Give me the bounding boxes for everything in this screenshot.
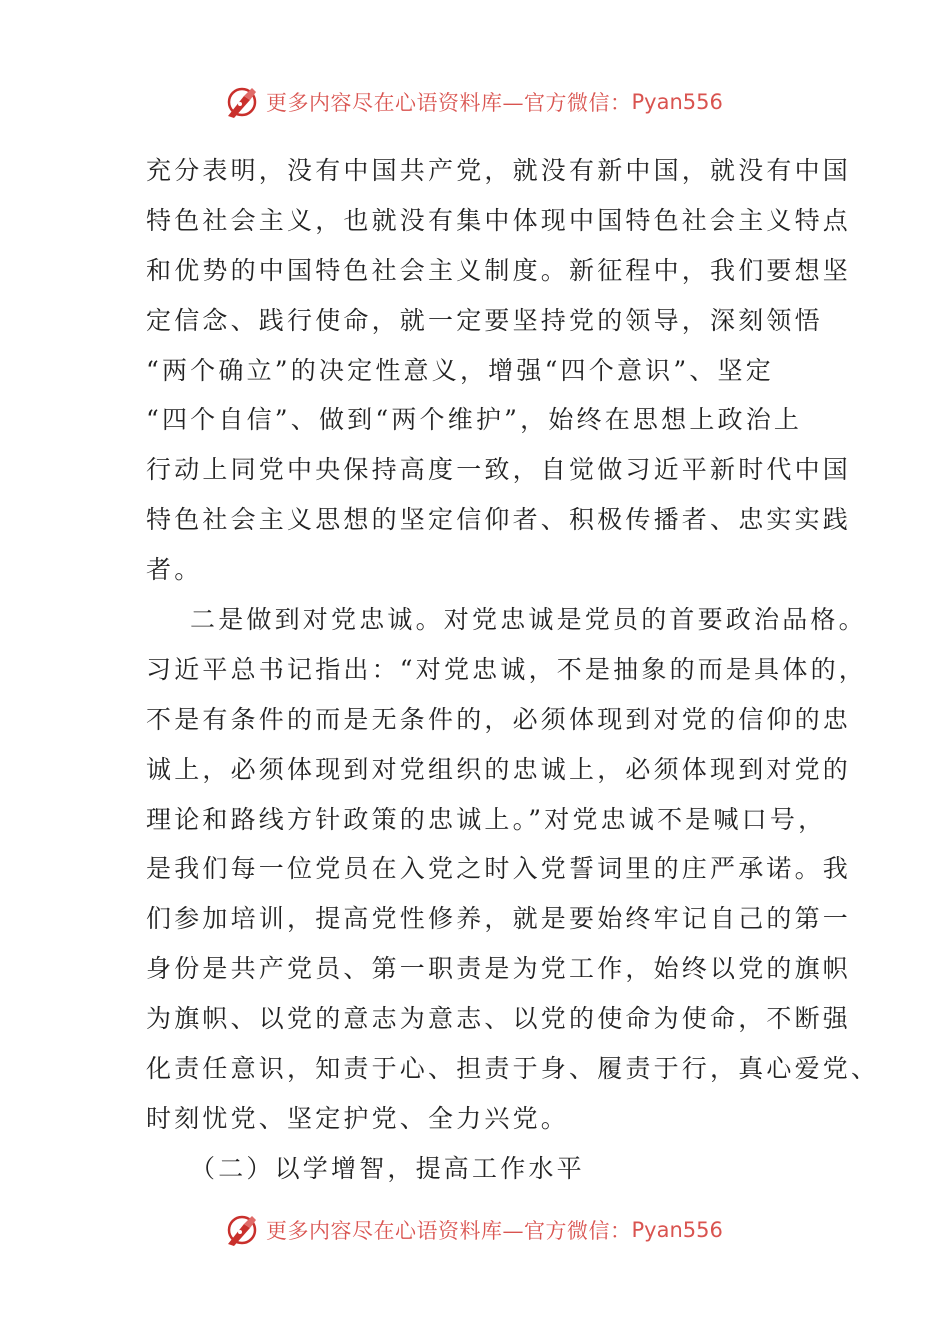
footer-watermark xyxy=(222,1208,723,1252)
header-watermark xyxy=(222,80,723,124)
text-line: 行动上同党中央保持高度一致，自觉做习近平新时代中国 xyxy=(146,455,852,485)
text-line: 者。 xyxy=(146,555,203,585)
text-line: 们参加培训，提高党性修养，就是要始终牢记自己的第一 xyxy=(146,904,852,934)
text-line: 充分表明，没有中国共产党，就没有新中国，就没有中国 xyxy=(146,156,852,185)
watermark-wechat-id: Pyan556 xyxy=(631,1218,723,1242)
text-line: 是我们每一位党员在入党之时入党誓词里的庄严承诺。我 xyxy=(146,854,852,884)
watermark-text: 更多内容尽在心语资料库—官方微信： xyxy=(266,91,632,115)
text-line: 理论和路线方针政策的忠诚上。”对党忠诚不是喊口号， xyxy=(146,804,827,834)
document-body xyxy=(146,146,880,1194)
watermark-text: 更多内容尽在心语资料库—官方微信： xyxy=(266,1219,632,1243)
text-line: 定信念、践行使命，就一定要坚持党的领导，深刻领悟 xyxy=(146,305,823,335)
text-line: 不是有条件的而是无条件的，必须体现到对党的信仰的忠 xyxy=(146,704,852,734)
text-line: 和优势的中国特色社会主义制度。新征程中，我们要想坚 xyxy=(146,255,852,285)
text-line: 时刻忧党、坚定护党、全力兴党。 xyxy=(146,1103,570,1133)
text-line: 为旗帜、以党的意志为意志、以党的使命为使命，不断强 xyxy=(146,1004,852,1034)
text-line: “两个确立”的决定性意义，增强“四个意识”、坚定 xyxy=(146,355,774,385)
text-line: 身份是共产党员、第一职责是为党工作，始终以党的旗帜 xyxy=(146,954,852,984)
text-line: 习近平总书记指出：“对党忠诚，不是抽象的而是具体的， xyxy=(146,654,867,684)
text-line: 化责任意识，知责于心、担责于身、履责于行，真心爱党、 xyxy=(146,1054,880,1084)
text-line: 特色社会主义思想的坚定信仰者、积极传播者、忠实实践 xyxy=(146,505,852,535)
text-line: 特色社会主义，也就没有集中体现中国特色社会主义特点 xyxy=(146,205,852,235)
pen-nib-logo-icon xyxy=(222,1210,262,1250)
text-line: （二）以学增智，提高工作水平 xyxy=(190,1153,585,1183)
watermark-wechat-id: Pyan556 xyxy=(631,90,723,114)
pen-nib-logo-icon xyxy=(222,82,262,122)
text-line: 二是做到对党忠诚。对党忠诚是党员的首要政治品格。 xyxy=(190,605,867,635)
text-line: “四个自信”、做到“两个维护”，始终在思想上政治上 xyxy=(146,405,803,435)
text-line: 诚上，必须体现到对党组织的忠诚上，必须体现到对党的 xyxy=(146,754,852,784)
